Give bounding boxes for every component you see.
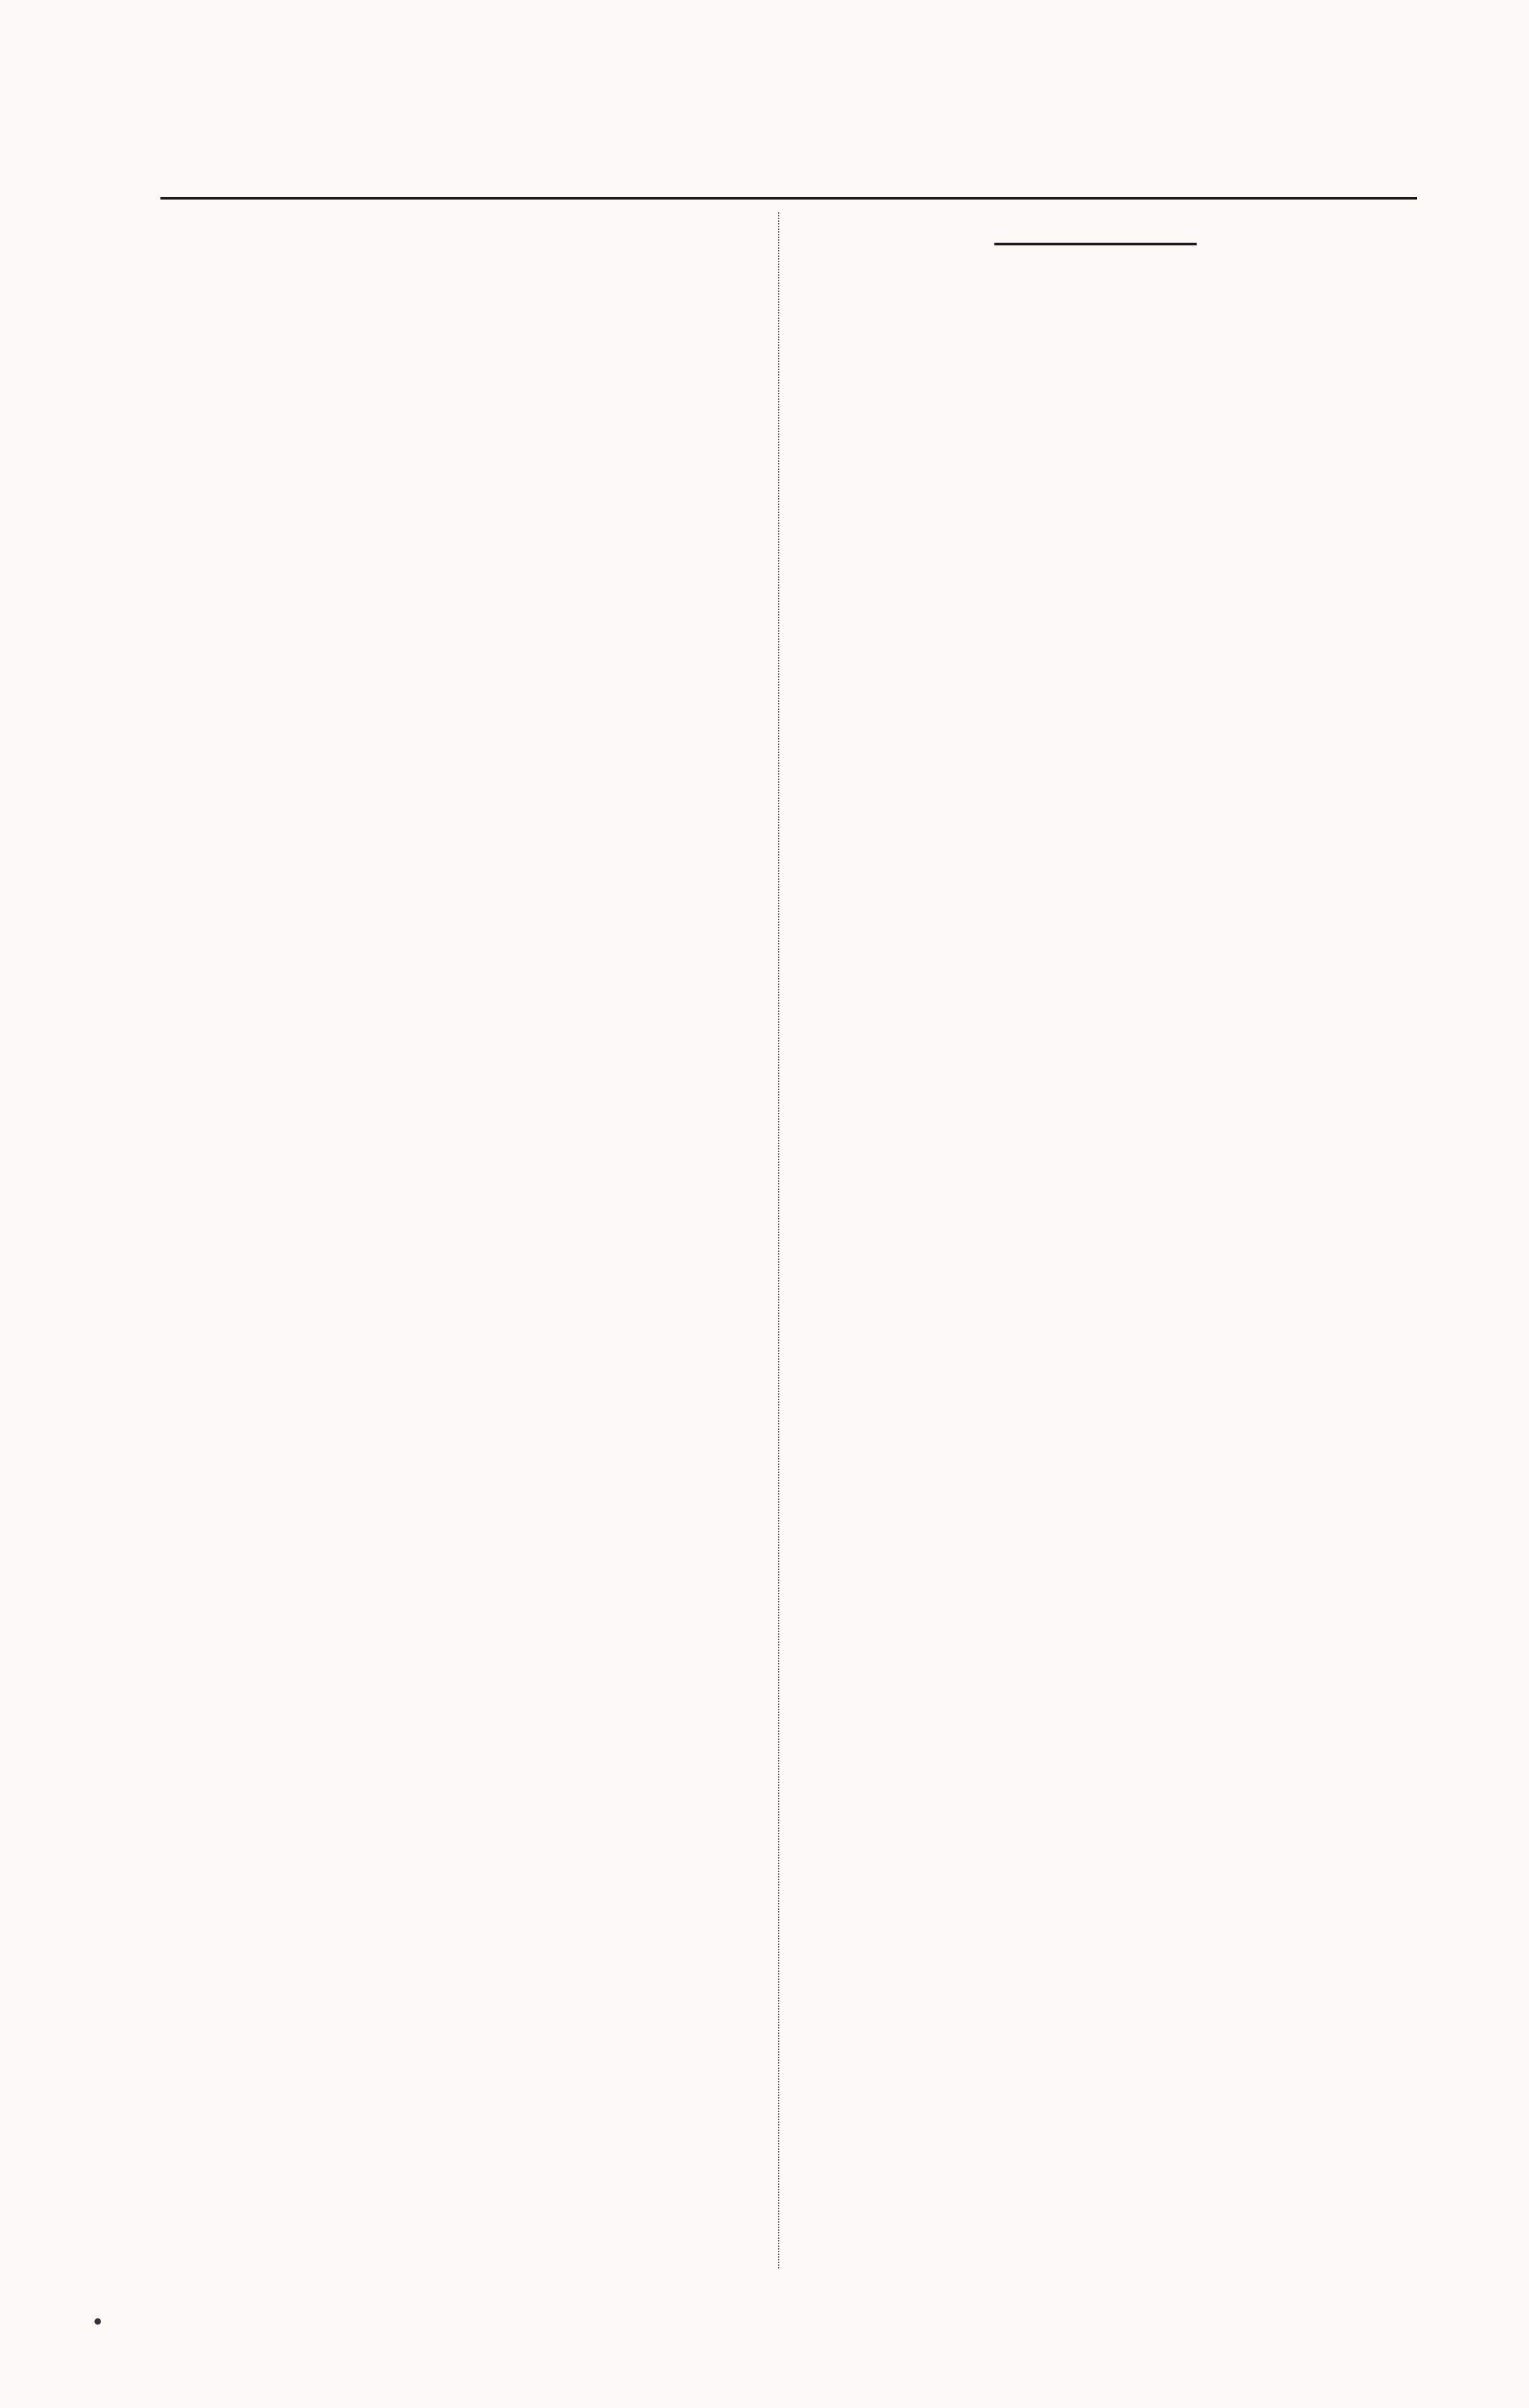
right-column <box>792 217 1399 270</box>
section-rule <box>994 243 1197 245</box>
page-header <box>162 131 1416 185</box>
column-divider <box>778 212 779 2268</box>
margin-mark: • <box>93 2306 103 2337</box>
header-rule <box>160 197 1417 200</box>
